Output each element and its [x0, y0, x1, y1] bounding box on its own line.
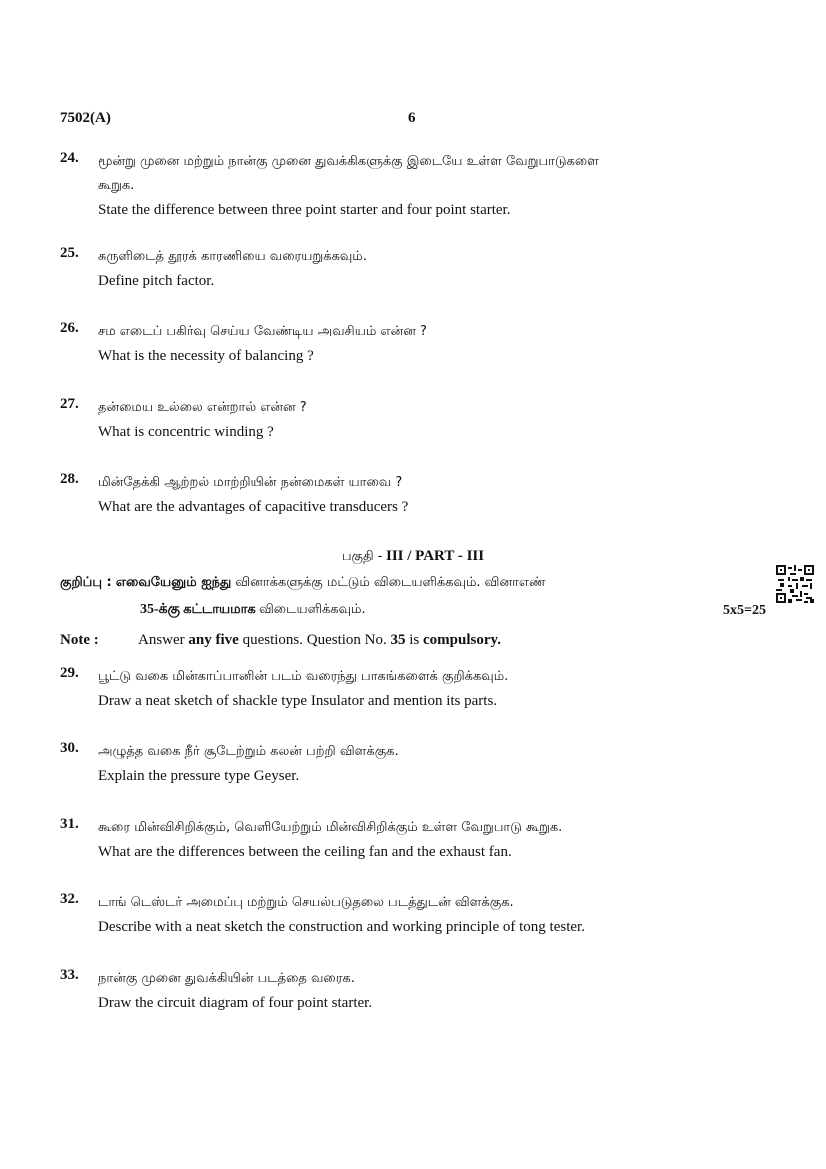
note-label-english: Note :	[60, 632, 99, 648]
page-header	[60, 110, 766, 130]
question-english: State the difference between three point starter and four point starter.	[98, 202, 511, 218]
question-31	[60, 816, 766, 864]
note-emphasis: compulsory.	[423, 632, 501, 648]
question-tamil-line: டாங் டெஸ்டர் அமைப்பு மற்றும் செயல்படுதலை படத்துடன் விளக்குக.	[98, 895, 514, 910]
question-number: 30.	[60, 740, 79, 756]
question-32	[60, 891, 766, 939]
note-emphasis: கட்டாயமாக	[183, 602, 256, 617]
question-tamil-line: கூறுக.	[98, 178, 135, 193]
question-tamil-line: அழுத்த வகை நீர் சூடேற்றும் கலன் பற்றி விளக்குக.	[98, 744, 399, 759]
question-english: What is the necessity of balancing ?	[98, 348, 314, 364]
question-english: What are the differences between the ceiling fan and the exhaust fan.	[98, 844, 512, 860]
question-english: Explain the pressure type Geyser.	[98, 768, 300, 784]
page-number: 6	[408, 110, 416, 126]
note-question-number: 35-க்கு	[140, 602, 180, 617]
paper-code: 7502(A)	[60, 110, 111, 126]
question-number: 26.	[60, 320, 79, 336]
question-tamil-line: மூன்று முனை மற்றும் நான்கு முனை துவக்கிகளுக்கு இடையே உள்ள வேறுபாடுகளை	[98, 154, 599, 169]
part-heading	[0, 548, 826, 565]
question-tamil-line: கூரை மின்விசிறிக்கும், வெளியேற்றும் மின்விசிறிக்கும் உள்ள வேறுபாடு கூறுக.	[98, 820, 563, 835]
question-number: 28.	[60, 471, 79, 487]
question-tamil-line: சுருளிடைத் தூரக் காரணியை வரையறுக்கவும்.	[98, 249, 367, 264]
question-number: 27.	[60, 396, 79, 412]
question-number: 32.	[60, 891, 79, 907]
question-tamil-line: தன்மைய உல்லை என்றால் என்ன ?	[98, 400, 307, 415]
question-english: What is concentric winding ?	[98, 424, 274, 440]
question-english: What are the advantages of capacitive transducers ?	[98, 499, 409, 515]
question-tamil-line: நான்கு முனை துவக்கியின் படத்தை வரைக.	[98, 971, 355, 986]
note-emphasis: எவையேனும் ஐந்து	[115, 575, 232, 590]
question-27	[60, 396, 766, 444]
question-english: Draw a neat sketch of shackle type Insulator and mention its parts.	[98, 693, 498, 709]
question-24	[60, 150, 766, 222]
note-emphasis: any five	[188, 632, 239, 648]
question-number: 31.	[60, 816, 79, 832]
question-30	[60, 740, 766, 788]
question-29	[60, 665, 766, 713]
question-english: Describe with a neat sketch the construction and working principle of tong tester.	[98, 919, 585, 935]
question-28	[60, 471, 766, 519]
part-heading-tamil: பகுதி -	[341, 549, 383, 564]
question-tamil-line: மின்தேக்கி ஆற்றல் மாற்றியின் நன்மைகள் யாவை ?	[98, 475, 403, 490]
qr-code-icon	[776, 565, 814, 603]
question-english: Define pitch factor.	[98, 273, 215, 289]
instruction-note-english	[60, 632, 766, 649]
note-emphasis: 35	[390, 632, 406, 648]
question-tamil-line: சம எடைப் பகிர்வு செய்ய வேண்டிய அவசியம் என்ன ?	[98, 324, 427, 339]
question-tamil-line: பூட்டு வகை மின்காப்பானின் படம் வரைந்து பாகங்களைக் குறிக்கவும்.	[98, 669, 509, 684]
question-english: Draw the circuit diagram of four point starter.	[98, 995, 373, 1011]
question-number: 24.	[60, 150, 79, 166]
question-number: 33.	[60, 967, 79, 983]
question-number: 25.	[60, 245, 79, 261]
note-text: விடையளிக்கவும்.	[259, 602, 366, 617]
instruction-note-tamil	[60, 570, 766, 623]
note-label-tamil: குறிப்பு :	[60, 575, 112, 590]
part-heading-english: III / PART - III	[386, 548, 485, 564]
question-25	[60, 245, 766, 293]
note-text: Answer	[138, 632, 189, 648]
marks-allocation: 5x5=25	[723, 603, 766, 618]
note-text: is	[405, 632, 424, 648]
question-33	[60, 967, 766, 1015]
note-text: வினாக்களுக்கு மட்டும் விடையளிக்கவும். வினாஎண்	[235, 575, 546, 590]
question-number: 29.	[60, 665, 79, 681]
note-text: questions. Question No.	[238, 632, 391, 648]
question-26	[60, 320, 766, 368]
